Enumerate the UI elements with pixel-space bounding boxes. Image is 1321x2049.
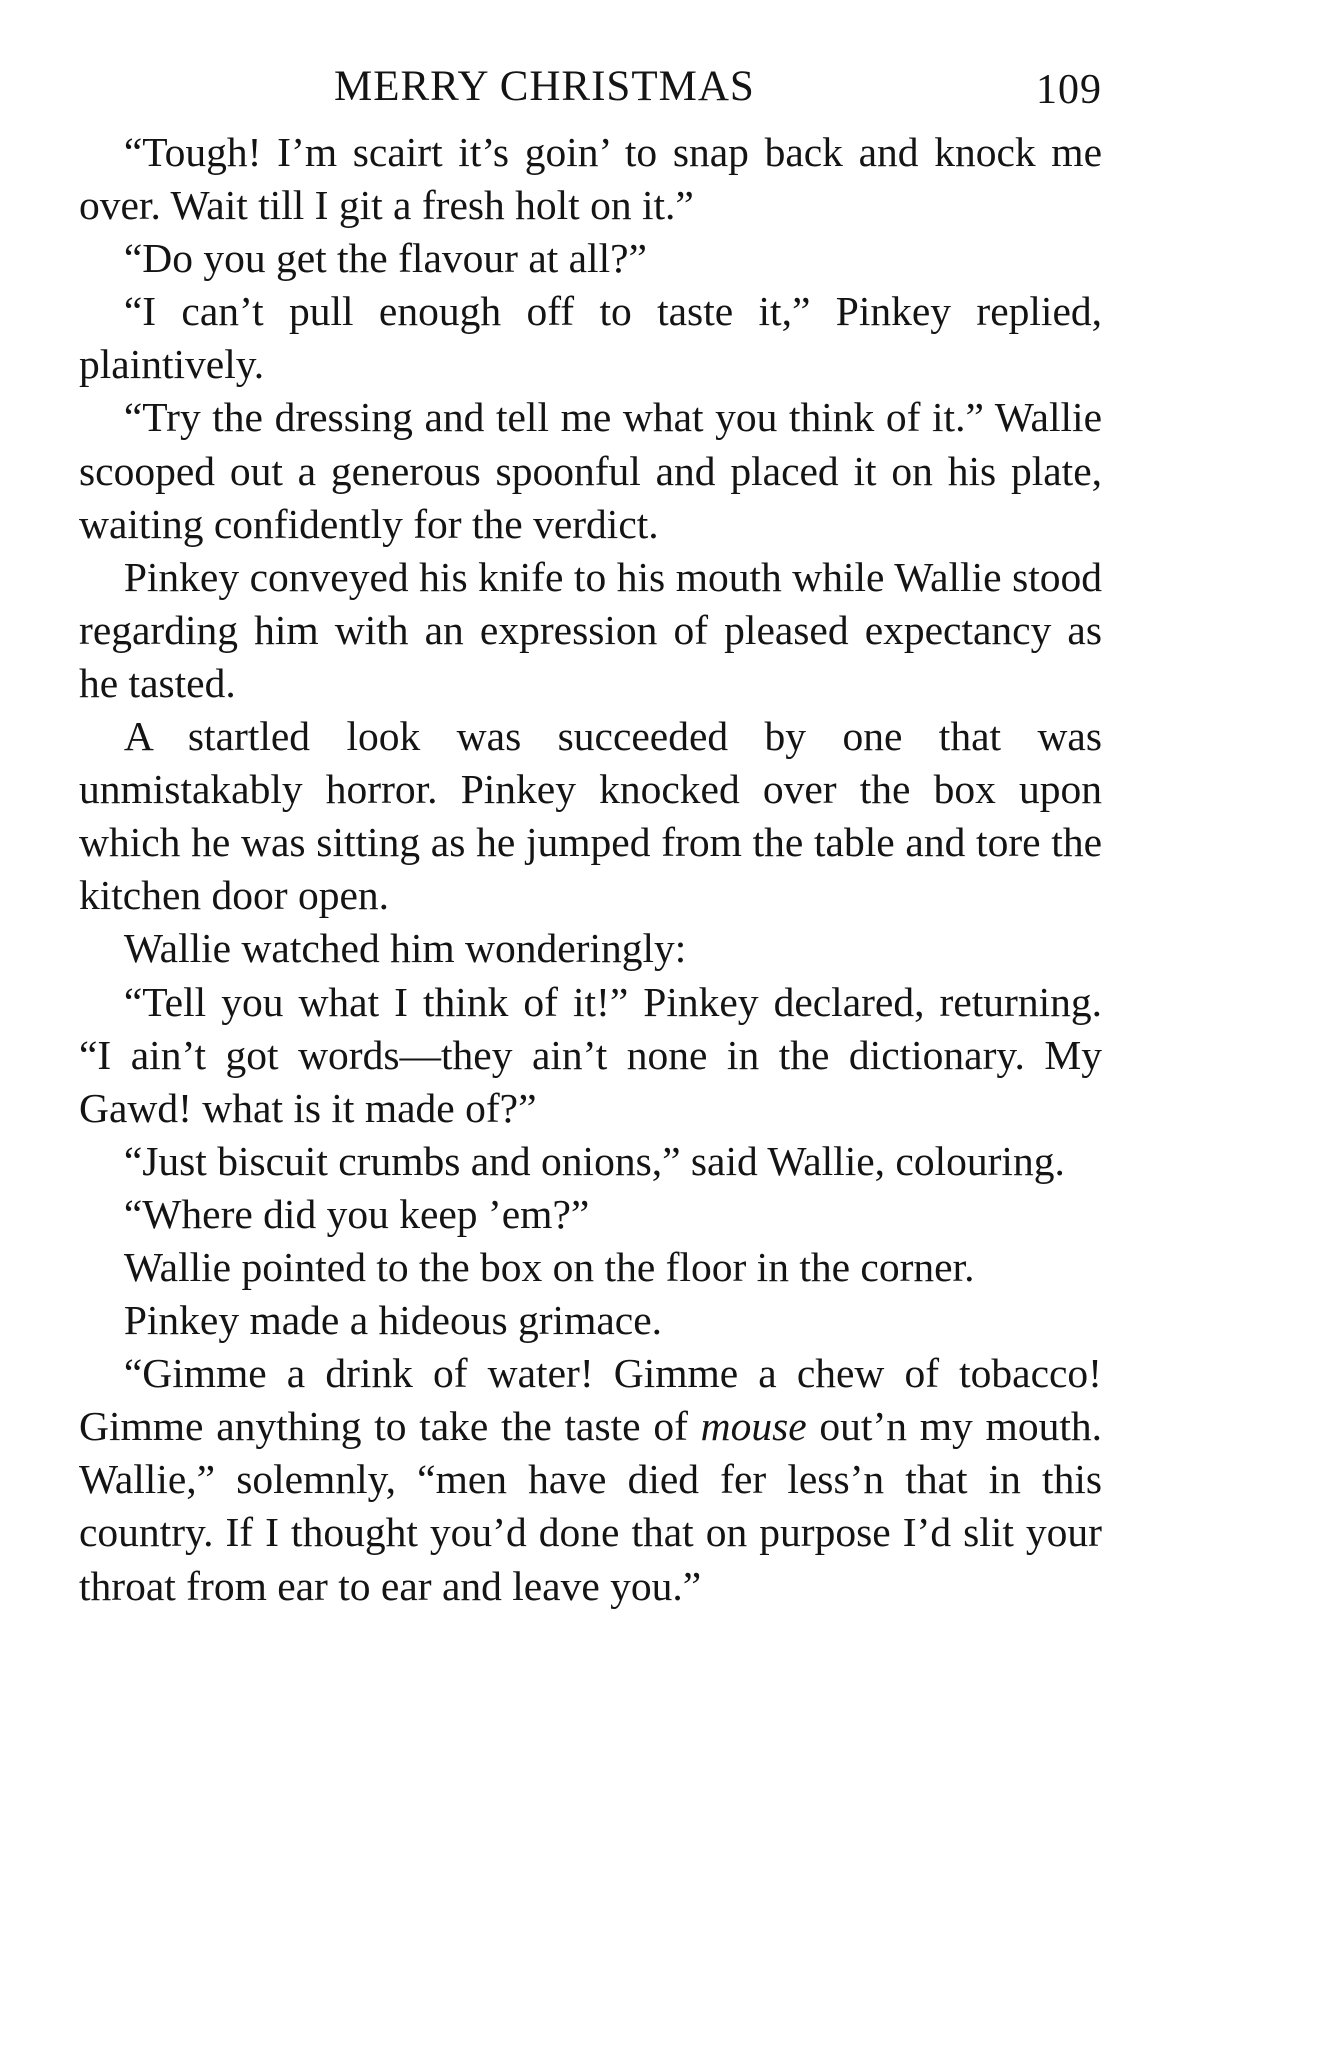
paragraph: “Tough! I’m scairt it’s goin’ to snap back and knock me over. Wait till I git a fresh holt on it.” — [79, 129, 1102, 229]
paragraph: “I can’t pull enough off to taste it,” Pinkey replied, plaintively. — [79, 288, 1102, 388]
paragraph: “Tell you what I think of it!” Pinkey declared, returning. “I ain’t got words—they ain’t none in the dictionary. My Gawd! what is it made of?” — [79, 978, 1102, 1131]
italic-word: mouse — [700, 1403, 807, 1450]
paragraph-text: “Gimme a drink of water! Gimme a chew of tobacco! Gimme anything to take the taste of — [79, 1350, 1102, 1450]
paragraph: Pinkey conveyed his knife to his mouth while Wallie stood regarding him with an expression of pleased expectancy as he tasted. — [79, 553, 1102, 706]
running-title: MERRY CHRISTMAS — [334, 63, 755, 110]
page-number: 109 — [1036, 67, 1102, 113]
paragraph: “Where did you keep ’em?” — [123, 1190, 590, 1237]
paragraph-text: out’n my mouth. Wallie,” solemnly, “men have died fer less’n that in this country. If I thought you’d done that on purpose I’d slit your throat from ear to ear and leave you.” — [79, 1403, 1102, 1609]
paragraph: A startled look was succeeded by one that was unmistakably horror. Pinkey knocked over the box upon which he was sitting as he jumped from the table and tore the kitchen door open. — [79, 713, 1102, 919]
paragraph: “Do you get the flavour at all?” — [123, 235, 647, 282]
paragraph: “Just biscuit crumbs and onions,” said Wallie, colouring. — [123, 1137, 1065, 1184]
running-head — [79, 56, 1102, 126]
body-text — [79, 126, 1102, 1613]
paragraph: “Try the dressing and tell me what you think of it.” Wallie scooped out a generous spoonful and placed it on his plate, waiting confidently for the verdict. — [79, 394, 1102, 547]
paragraph — [79, 1347, 1102, 1612]
paragraph: Wallie pointed to the box on the floor in the corner. — [123, 1243, 975, 1290]
paragraph: Pinkey made a hideous grimace. — [123, 1297, 662, 1344]
book-page — [79, 56, 1102, 1613]
paragraph: Wallie watched him wonderingly: — [123, 925, 687, 972]
